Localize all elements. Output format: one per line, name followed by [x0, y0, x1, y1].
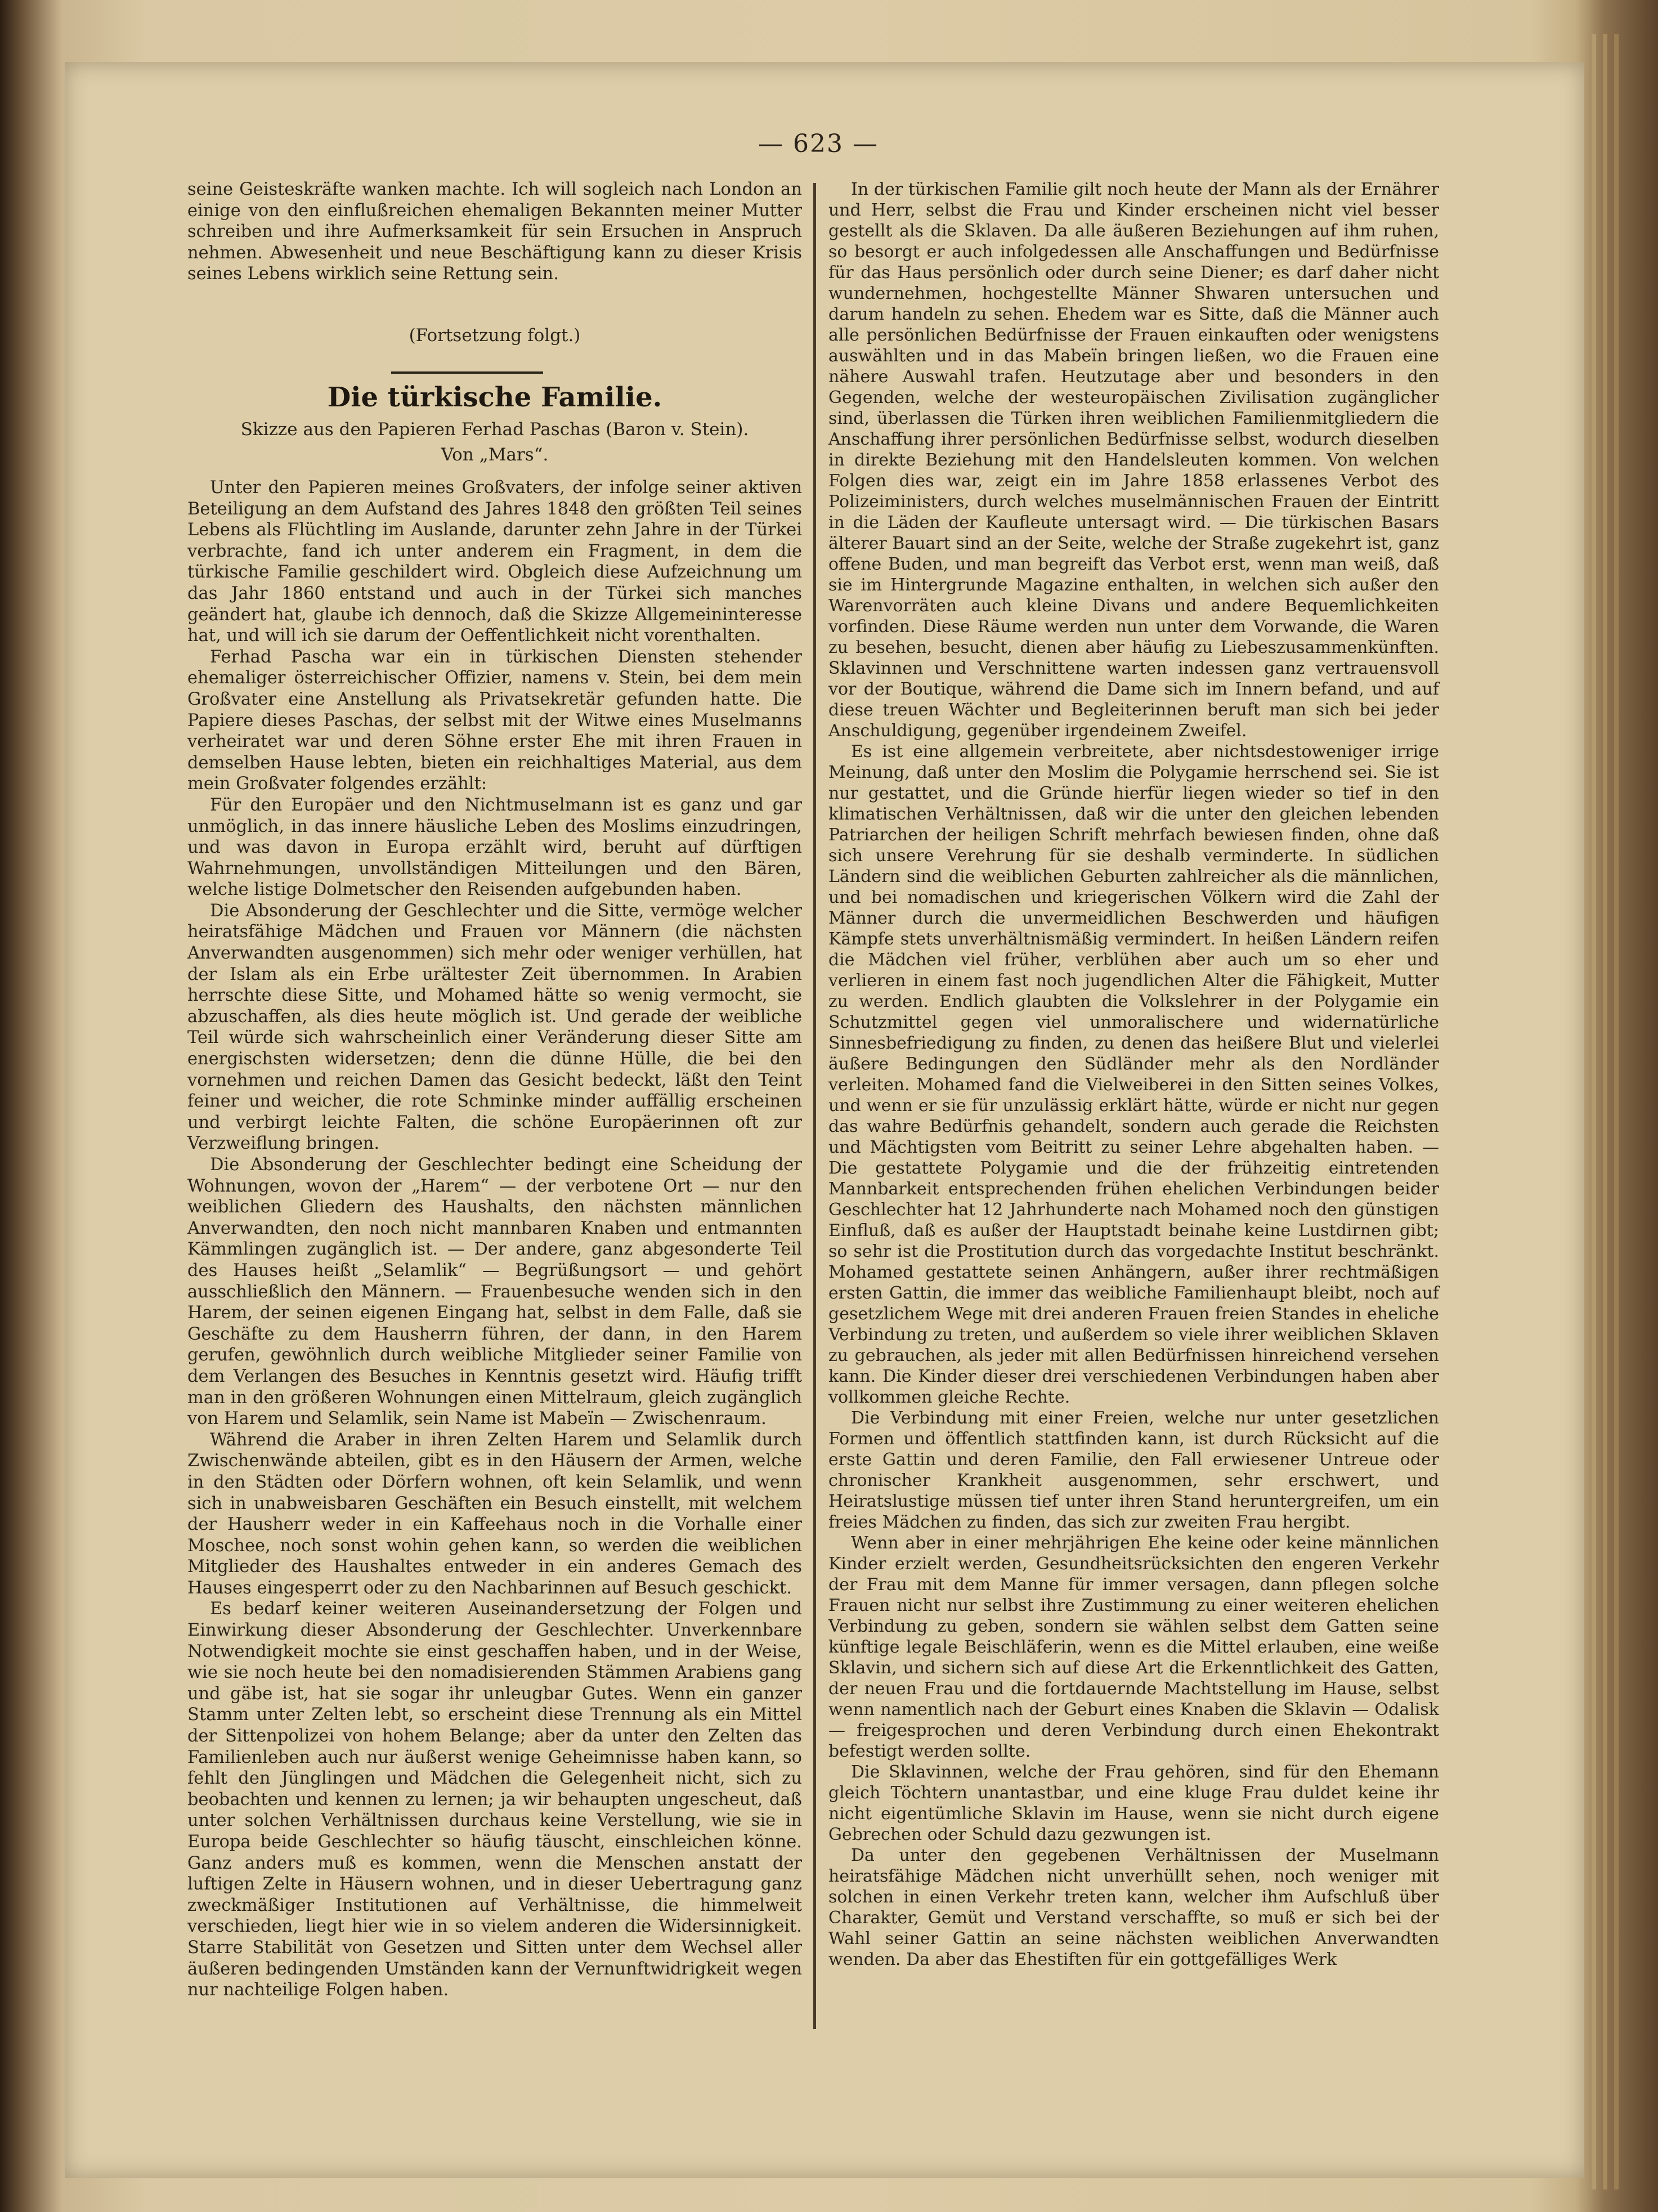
continuation-note: (Fortsetzung folgt.): [409, 325, 581, 346]
article-subtitle: Skizze aus den Papieren Ferhad Paschas (Baron v. Stein).: [240, 419, 749, 440]
left-column-body: [187, 477, 802, 2001]
paragraph: Ferhad Pascha war ein in türkischen Diensten stehender ehemaliger österreichischer Offizier, namens v. Stein, bei dem mein Großvater eine Anstellung als Privatsekretär gefunden hatte. Die Papiere dieses Paschas, der selbst mit der Witwe eines Muselmanns verheiratet war und deren Söhne erster Ehe mit ihren Frauen in demselben Hause lebten, bieten ein reichhaltiges Material, aus dem mein Großvater folgendes erzählt:: [187, 647, 802, 794]
article-title: Die türkische Familie.: [327, 382, 662, 413]
page-edge: [1592, 34, 1596, 2189]
paragraph: Da unter den gegebenen Verhältnissen der Muselmann heiratsfähige Mädchen nicht unverhüllt sehen, noch weniger mit solchen in einen Verkehr treten kann, welcher ihm Aufschluß über Charakter, Gemüt und Verstand verschaffte, so muß er sich bei der Wahl seiner Gattin an seine nächsten weiblichen Anverwandten wenden. Da aber das Ehestiften für ein gottgefälliges Werk: [828, 1846, 1439, 1969]
paragraph: Während die Araber in ihren Zelten Harem und Selamlik durch Zwischenwände abteilen, gibt es in den Häusern der Armen, welche in den Städten oder Dörfern wohnen, oft kein Selamlik, und wenn sich in unabweisbaren Geschäften ein Besuch einstellt, mit welchem der Hausherr weder in ein Kaffeehaus noch in die Vorhalle einer Moschee, noch sonst wohin gehen kann, so werden die weiblichen Mitglieder des Haushaltes entweder in ein anderes Gemach des Hauses eingesperrt oder zu den Nachbarinnen auf Besuch geschickt.: [187, 1430, 802, 1598]
section-rule: [391, 371, 543, 374]
article-author: Von „Mars“.: [441, 445, 549, 465]
story-ending-paragraph: seine Geisteskräfte wanken machte. Ich will sogleich nach London an einige von den einflußreichen ehemaligen Bekannten meiner Mutter schreiben und ihre Aufmerksamkeit für sein Ersuchen in Anspruch nehmen. Abwesenheit und neue Beschäftigung kann zu dieser Krisis seines Lebens wirklich seine Rettung sein.: [187, 180, 802, 284]
page-edge: [1603, 34, 1607, 2189]
column-divider: [813, 183, 816, 2029]
paragraph: Die Absonderung der Geschlechter bedingt eine Scheidung der Wohnungen, wovon der „Harem“ — der verbotene Ort — nur den weiblichen Gliedern des Haushalts, den nächsten männlichen Anverwandten, den noch nicht mannbaren Knaben und entmannten Kämmlingen zugänglich ist. — Der andere, ganz abgesonderte Teil des Hauses heißt „Selamlik“ — Begrüßungsort — und gehört ausschließlich den Männern. — Frauenbesuche wenden sich in den Harem, der seinen eigenen Eingang hat, selbst in dem Falle, daß sie Geschäfte zu dem Hausherrn führen, der dann, in den Harem gerufen, gewöhnlich durch weibliche Mitglieder seiner Familie von dem Verlangen des Besuches in Kenntnis gesetzt wird. Häufig trifft man in den größeren Wohnungen einen Mittelraum, gleich zugänglich von Harem und Selamlik, sein Name ist Mabeïn — Zwischenraum.: [187, 1155, 802, 1429]
page-number: — 623 —: [758, 129, 879, 158]
paragraph: Unter den Papieren meines Großvaters, der infolge seiner aktiven Beteiligung an dem Aufstand des Jahres 1848 den größten Teil seines Lebens als Flüchtling im Auslande, darunter zehn Jahre in der Türkei verbrachte, fand ich unter anderem ein Fragment, in dem die türkische Familie geschildert wird. Obgleich diese Aufzeichnung um das Jahr 1860 entstand und auch in der Türkei sich manches geändert hat, glaube ich dennoch, daß die Skizze Allgemeininteresse hat, und will ich sie darum der Oeffentlichkeit nicht vorenthalten.: [187, 478, 802, 646]
paragraph: Die Absonderung der Geschlechter und die Sitte, vermöge welcher heiratsfähige Mädchen und Frauen vor Männern (die nächsten Anverwandten ausgenommen) sich mehr oder weniger verhüllen, hat der Islam als ein Erbe urältester Zeit übernommen. In Arabien herrschte diese Sitte, und Mohamed hätte so wenig vermocht, sie abzuschaffen, als dies heute möglich ist. Und gerade der weibliche Teil würde sich wahrscheinlich einer Veränderung dieser Sitte am energischsten widersetzen; denn die dünne Hülle, die bei den vornehmen und reichen Damen das Gesicht bedeckt, läßt den Teint feiner und weicher, die rote Schminke minder auffällig erscheinen und verbirgt leichte Falten, die schöne Europäerinnen oft zur Verzweiflung bringen.: [187, 901, 802, 1154]
left-column-top: [187, 179, 802, 285]
paragraph: Es bedarf keiner weiteren Auseinandersetzung der Folgen und Einwirkung dieser Absonderung der Geschlechter. Unverkennbare Notwendigkeit mochte sie einst geschaffen haben, und in der Weise, wie sie noch heute bei den nomadisierenden Stämmen Arabiens gang und gäbe ist, hat sie sogar ihr unleugbar Gutes. Wenn ein ganzer Stamm unter Zelten lebt, so erscheint diese Trennung als ein Mittel der Sittenpolizei von hohem Belange; aber da unter den Zelten das Familienleben auch nur äußerst wenige Geheimnisse haben kann, so fehlt den Jünglingen und Mädchen die Gelegenheit nicht, sich zu beobachten und kennen zu lernen; ja wir behaupten ungescheut, daß unter solchen Verhältnissen durchaus keine Verstellung, wie sie in Europa beide Geschlechter so häufig täuscht, einschleichen könne. Ganz anders muß es kommen, wenn die Menschen anstatt der luftigen Zelte in Häusern wohnen, und in dieser Uebertragung ganz zweckmäßiger Institutionen auf Verhältnisse, die himmelweit verschieden, liegt hier wie in so vielem anderen die Widersinnigkeit. Starre Stabilität von Gesetzen und Sitten unter dem Wechsel aller äußeren bedingenden Umständen kann der Vernunftwidrigkeit wegen nur nachteilige Folgen haben.: [187, 1599, 802, 2000]
paragraph: Wenn aber in einer mehrjährigen Ehe keine oder keine männlichen Kinder erzielt werden, Gesundheitsrücksichten den engeren Verkehr der Frau mit dem Manne für immer versagen, dann pflegen solche Frauen nicht nur selbst ihre Zustimmung zu einer weiteren ehelichen Verbindung zu geben, sondern sie wählen selbst dem Gatten seine künftige legale Beischläferin, wenn es die Mittel erlauben, eine weiße Sklavin, und sichern sich auf diese Art die Erkenntlichkeit des Gatten, der neuen Frau und die fortdauernde Machtstellung im Hause, selbst wenn namentlich nach der Geburt eines Knaben die Sklavin — Odalisk — freigesprochen und deren Verbindung durch einen Ehekontrakt befestigt werden sollte.: [828, 1533, 1439, 1761]
paragraph: Für den Europäer und den Nichtmuselmann ist es ganz und gar unmöglich, in das innere häusliche Leben des Moslims einzudringen, und was davon in Europa erzählt wird, beruht auf dürftigen Wahrnehmungen, unvollständigen Mitteilungen und den Bären, welche listige Dolmetscher den Reisenden aufgebunden haben.: [187, 795, 802, 900]
paragraph: Die Sklavinnen, welche der Frau gehören, sind für den Ehemann gleich Töchtern unantastbar, und eine kluge Frau duldet keine ihr nicht eigentümliche Sklavin im Hause, wenn sie nicht durch eigene Gebrechen oder Schuld dazu gezwungen ist.: [828, 1762, 1439, 1844]
paragraph: In der türkischen Familie gilt noch heute der Mann als der Ernährer und Herr, selbst die Frau und Kinder erscheinen nicht viel besser gestellt als die Sklaven. Da alle äußeren Beziehungen auf ihm ruhen, so besorgt er auch infolgedessen alle Anschaffungen und Bedürfnisse für das Haus persönlich oder durch seine Diener; es darf daher nicht wundernehmen, hochgestellte Männer Shwaren untersuchen und darum handeln zu sehen. Ehedem war es Sitte, daß die Männer auch alle persönlichen Bedürfnisse der Frauen einkauften oder wenigstens auswählten und in das Mabeïn bringen ließen, wo die Frauen eine nähere Auswahl trafen. Heutzutage aber und besonders in den Gegenden, welche der westeuropäischen Zivilisation zugänglicher sind, überlassen die Türken ihren weiblichen Familienmitgliedern die Anschaffung ihrer persönlichen Bedürfnisse selbst, wodurch dieselben in direkte Beziehung mit den Handelsleuten kommen. Von welchen Folgen dies war, zeigt ein im Jahre 1858 erlassenes Verbot des Polizeiministers, durch welches muselmännischen Frauen der Eintritt in die Läden der Kaufleute untersagt wird. — Die türkischen Basars älterer Bauart sind an der Seite, welche der Straße zugekehrt ist, ganz offene Buden, und man begreift das Verbot erst, wenn man weiß, daß sie im Hintergrunde Magazine enthalten, in welchen sich außer den Warenvorräten auch kleine Divans und andere Bequemlichkeiten vorfinden. Diese Räume werden nun unter dem Vorwande, die Waren zu besehen, besucht, dienen aber häufig zu Liebeszusammenkünften. Sklavinnen und Verschnittene warten indessen ganz vertrauensvoll vor der Boutique, während die Dame sich im Innern befand, und auf diese treuen Wächter und Begleiterinnen beruft man sich bei jeder Anschuldigung, gegenüber irgendeinem Zweifel.: [828, 180, 1439, 741]
page-edge: [1614, 34, 1619, 2189]
paragraph: Es ist eine allgemein verbreitete, aber nichtsdestoweniger irrige Meinung, daß unter den Moslim die Polygamie herrschend sei. Sie ist nur gestattet, und die Gründe hierfür liegen wieder so tief in den klimatischen Verhältnissen, daß wir die unter den gleichen lebenden Patriarchen der heiligen Schrift mehrfach bewiesen finden, ohne daß sich unsere Verehrung für sie deshalb verminderte. In südlichen Ländern sind die weiblichen Geburten zahlreicher als die männlichen, und bei nomadischen und kriegerischen Völkern wird die Zahl der Männer durch die unvermeidlichen Beschwerden und häufigen Kämpfe stets unverhältnismäßig vermindert. In heißen Ländern reifen die Mädchen viel früher, verblühen aber auch um so eher und verlieren in einem fast noch jugendlichen Alter die Fähigkeit, Mutter zu werden. Endlich glaubten die Volkslehrer in der Polygamie ein Schutzmittel gegen viel unmoralischere und widernatürliche Sinnesbefriedigung zu finden, zu denen das heißere Blut und vielerlei äußere Bedingungen den Südländer mehr als den Nordländer verleiten. Mohamed fand die Vielweiberei in den Sitten seines Volkes, und wenn er sie für unzulässig erklärt hätte, würde er nicht nur gegen das wahre Bedürfnis gehandelt, sondern auch gerade die Reichsten und Mächtigsten vom Beitritt zu seiner Lehre abgehalten haben. — Die gestattete Polygamie und die der frühzeitig eintretenden Mannbarkeit entsprechenden frühen ehelichen Verbindungen beider Geschlechter hat 12 Jahrhunderte nach Mohamed noch den günstigen Einfluß, daß es außer der Hauptstadt beinahe keine Lustdirnen gibt; so sehr ist die Prostitution durch das vorgedachte Institut beschränkt. Mohamed gestattete seinen Anhängern, außer ihrer rechtmäßigen ersten Gattin, die immer das weibliche Familienhaupt bleibt, noch auf gesetzlichem Wege mit drei anderen Frauen freien Standes in eheliche Verbindung zu treten, und außerdem so viele ihrer weiblichen Sklaven zu gebrauchen, als jeder mit allen Bedürfnissen hinreichend versehen kann. Die Kinder dieser drei verschiedenen Verbindungen haben aber vollkommen gleiche Rechte.: [828, 742, 1439, 1407]
paragraph: Die Verbindung mit einer Freien, welche nur unter gesetzlichen Formen und öffentlich stattfinden kann, ist durch Rücksicht auf die erste Gattin und deren Familie, den Fall erwiesener Untreue oder chronischer Krankheit ausgenommen, sehr erschwert, und Heiratslustige müssen tief unter ihren Stand heruntergreifen, um ein freies Mädchen zu finden, das sich zur zweiten Frau hergibt.: [828, 1408, 1439, 1532]
right-column: [828, 179, 1439, 1970]
